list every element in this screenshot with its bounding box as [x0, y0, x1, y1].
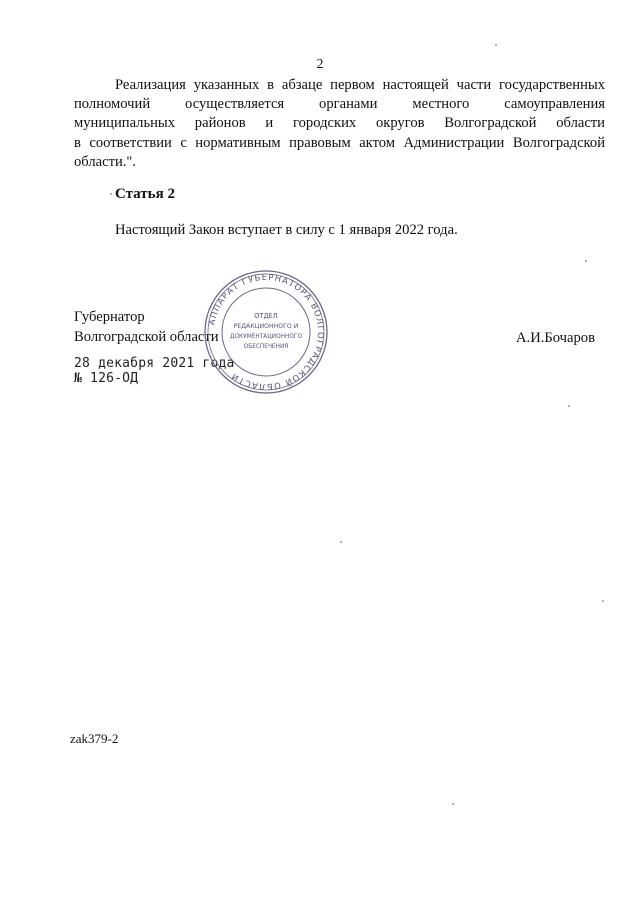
document-code: zak379-2 — [70, 731, 119, 746]
scan-speck — [340, 541, 342, 543]
paragraph-1-line-3: муниципальных районов и городских округов Волгоградской области — [74, 115, 605, 132]
stamp-inner-line-4: ОБЕСПЕЧЕНИЯ — [243, 344, 289, 350]
governor-name: А.И.Бочаров — [516, 330, 595, 346]
article-heading: Статья 2 — [115, 186, 175, 202]
signature-title-line-2: Волгоградской области — [74, 329, 219, 345]
stamp-inner-line-1: ОТДЕЛ — [254, 312, 278, 320]
signature-title — [74, 307, 219, 347]
registration-number: № 126-ОД — [74, 371, 139, 386]
page-number: 2 — [316, 57, 324, 72]
paragraph-1-line-1: Реализация указанных в абзаце первом настоящей части государственных — [115, 77, 605, 93]
paragraph-1-line-5: области.". — [74, 153, 137, 170]
stamp-inner-line-2: РЕДАКЦИОННОГО И — [233, 323, 299, 330]
scan-speck — [602, 600, 604, 602]
registration-date: 28 декабря 2021 года — [74, 356, 235, 371]
paragraph-1 — [74, 76, 605, 172]
official-stamp — [203, 269, 329, 395]
scan-speck — [495, 44, 497, 46]
paragraph-1-line-2: полномочий осуществляется органами местного самоуправления — [74, 96, 605, 113]
scan-speck — [110, 193, 112, 195]
stamp-outer-text: АППАРАТ ГУБЕРНАТОРА ВОЛГОГРАДСКОЙ ОБЛАСТИ — [206, 271, 327, 393]
scan-speck — [452, 803, 454, 805]
scan-speck — [568, 405, 570, 407]
signature-title-line-1: Губернатор — [74, 309, 145, 325]
stamp-inner-line-3: ДОКУМЕНТАЦИОННОГО — [229, 334, 303, 340]
article-text: Настоящий Закон вступает в силу с 1 января 2022 года. — [115, 222, 458, 238]
scan-speck — [585, 260, 587, 262]
paragraph-1-line-4: в соответствии с нормативным правовым актом Администрации Волгоградской — [74, 134, 605, 151]
